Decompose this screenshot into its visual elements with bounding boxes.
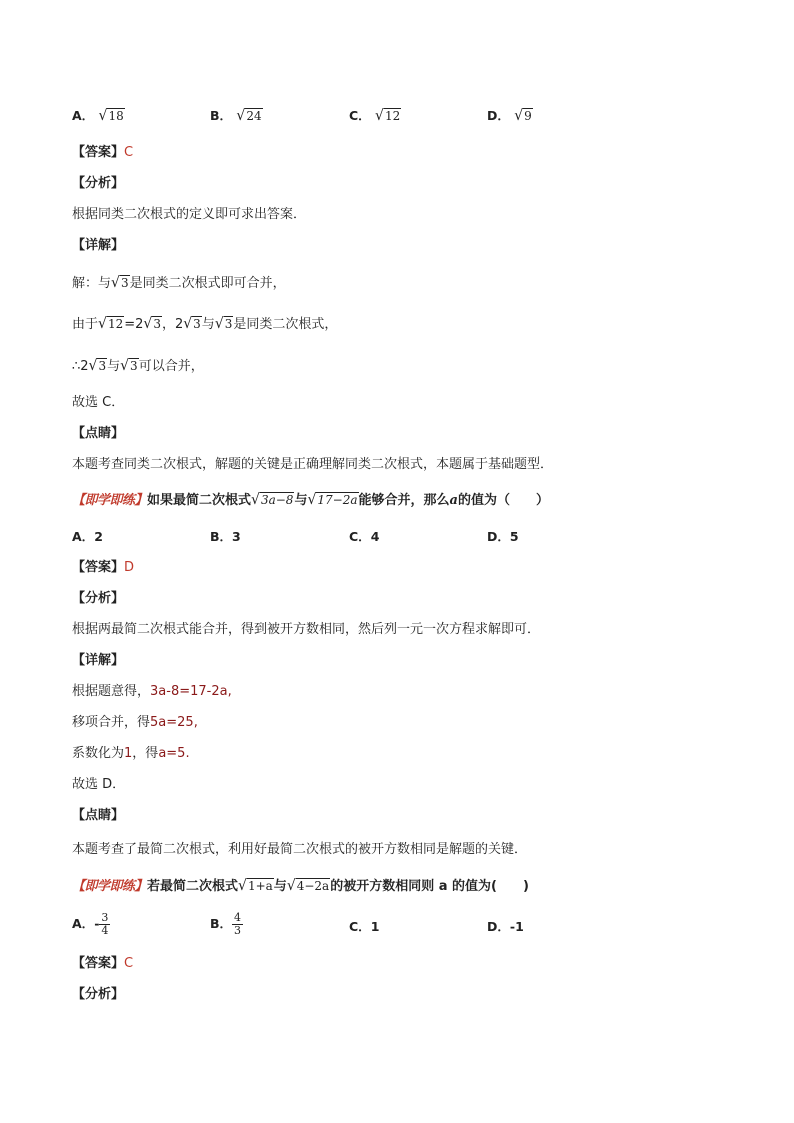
sqrt-expression: √3 [111, 274, 129, 292]
answer-tag: 【答案】 [72, 145, 125, 160]
q2-option-d: D．5 [487, 529, 519, 544]
q3-question: 【即学即练】若最简二次根式√1+a与√4−2a的被开方数相同则 a 的值为( ) [72, 876, 529, 897]
sqrt-expression: √3 [214, 315, 233, 333]
answer-value: C [124, 145, 134, 160]
sqrt-expression: √4−2a [286, 877, 330, 895]
q1-detail-tag: 【详解】 [72, 238, 125, 253]
q1-option-d [487, 106, 533, 126]
q1-comment-text: 本题考查同类二次根式，解题的关键是正确理解同类二次根式，本题属于基础题型． [72, 457, 554, 472]
q2-detail-line-3: 系数化为1，得a=5. [72, 746, 190, 761]
q1-detail-line-4: 故选 C． [72, 395, 125, 410]
q3-option-a: A．- $\frac{3}{4}$ [72, 911, 109, 937]
sqrt-expression: √3 [143, 315, 161, 333]
sqrt-expression: √18 [98, 107, 124, 125]
q2-analysis-text: 根据两最简二次根式能合并，得到被开方数相同，然后列一元一次方程求解即可． [72, 622, 541, 637]
sqrt-expression: √3 [88, 357, 107, 375]
q2-option-a: A．2 [72, 529, 103, 544]
option-letter: A． [72, 108, 95, 123]
q1-answer-line [72, 143, 133, 163]
sqrt-expression: √24 [236, 107, 262, 125]
q2-question: 【即学即练】如果最简二次根式√3a−8与√17−2a能够合并，那么a的值为（ ） [72, 490, 549, 511]
q1-comment-tag: 【点睛】 [72, 426, 125, 441]
option-letter: D． [487, 108, 510, 123]
sqrt-expression: √17−2a [307, 491, 358, 509]
option-letter: B． [210, 108, 233, 123]
q2-comment-text: 本题考查了最简二次根式，利用好最简二次根式的被开方数相同是解题的关键． [72, 842, 528, 857]
q3-option-c: C．1 [349, 919, 380, 934]
q1-detail-line-3: ∴2√3与√3可以合并， [72, 356, 204, 377]
sqrt-expression: √3 [120, 357, 138, 375]
q2-analysis-tag: 【分析】 [72, 591, 125, 606]
sqrt-expression: √12 [98, 315, 124, 333]
q1-option-c [349, 106, 401, 126]
q1-detail-line-1: 解：与√3是同类二次根式即可合并， [72, 273, 286, 294]
sqrt-expression: √1+a [238, 877, 273, 895]
answer-value: D [124, 560, 135, 575]
q3-option-d: D．-1 [487, 919, 524, 934]
sqrt-expression: √3 [183, 315, 201, 333]
q2-comment-tag: 【点睛】 [72, 808, 125, 823]
q2-option-b: B．3 [210, 529, 241, 544]
answer-tag: 【答案】 [72, 560, 125, 575]
answer-value: C [124, 956, 134, 971]
q3-option-b: B． $\frac{4}{3}$ [210, 911, 242, 937]
q3-answer-line [72, 954, 133, 974]
q2-detail-line-2: 移项合并，得5a=25, [72, 715, 198, 730]
q2-answer-line [72, 558, 134, 578]
sqrt-expression: √9 [514, 107, 532, 125]
practice-tag: 【即学即练】 [72, 879, 148, 894]
q2-option-c: C．4 [349, 529, 380, 544]
q1-analysis-text: 根据同类二次根式的定义即可求出答案． [72, 207, 307, 222]
answer-tag: 【答案】 [72, 956, 125, 971]
q1-detail-line-2: 由于√12=2√3，2√3与√3是同类二次根式， [72, 314, 337, 335]
q2-detail-line-1: 根据题意得，3a-8=17-2a, [72, 684, 232, 699]
q2-detail-line-4: 故选 D． [72, 777, 126, 792]
practice-tag: 【即学即练】 [72, 493, 148, 508]
q1-option-b [210, 106, 263, 126]
fraction: $\frac{3}{4}$ [101, 911, 109, 937]
sqrt-expression: √12 [375, 107, 401, 125]
q1-option-a [72, 106, 125, 126]
q2-detail-tag: 【详解】 [72, 653, 125, 668]
sqrt-expression: √3a−8 [251, 491, 294, 509]
fraction: $\frac{4}{3}$ [234, 911, 242, 937]
q3-analysis-tag: 【分析】 [72, 987, 125, 1002]
option-letter: C． [349, 108, 371, 123]
q1-analysis-tag: 【分析】 [72, 176, 125, 191]
